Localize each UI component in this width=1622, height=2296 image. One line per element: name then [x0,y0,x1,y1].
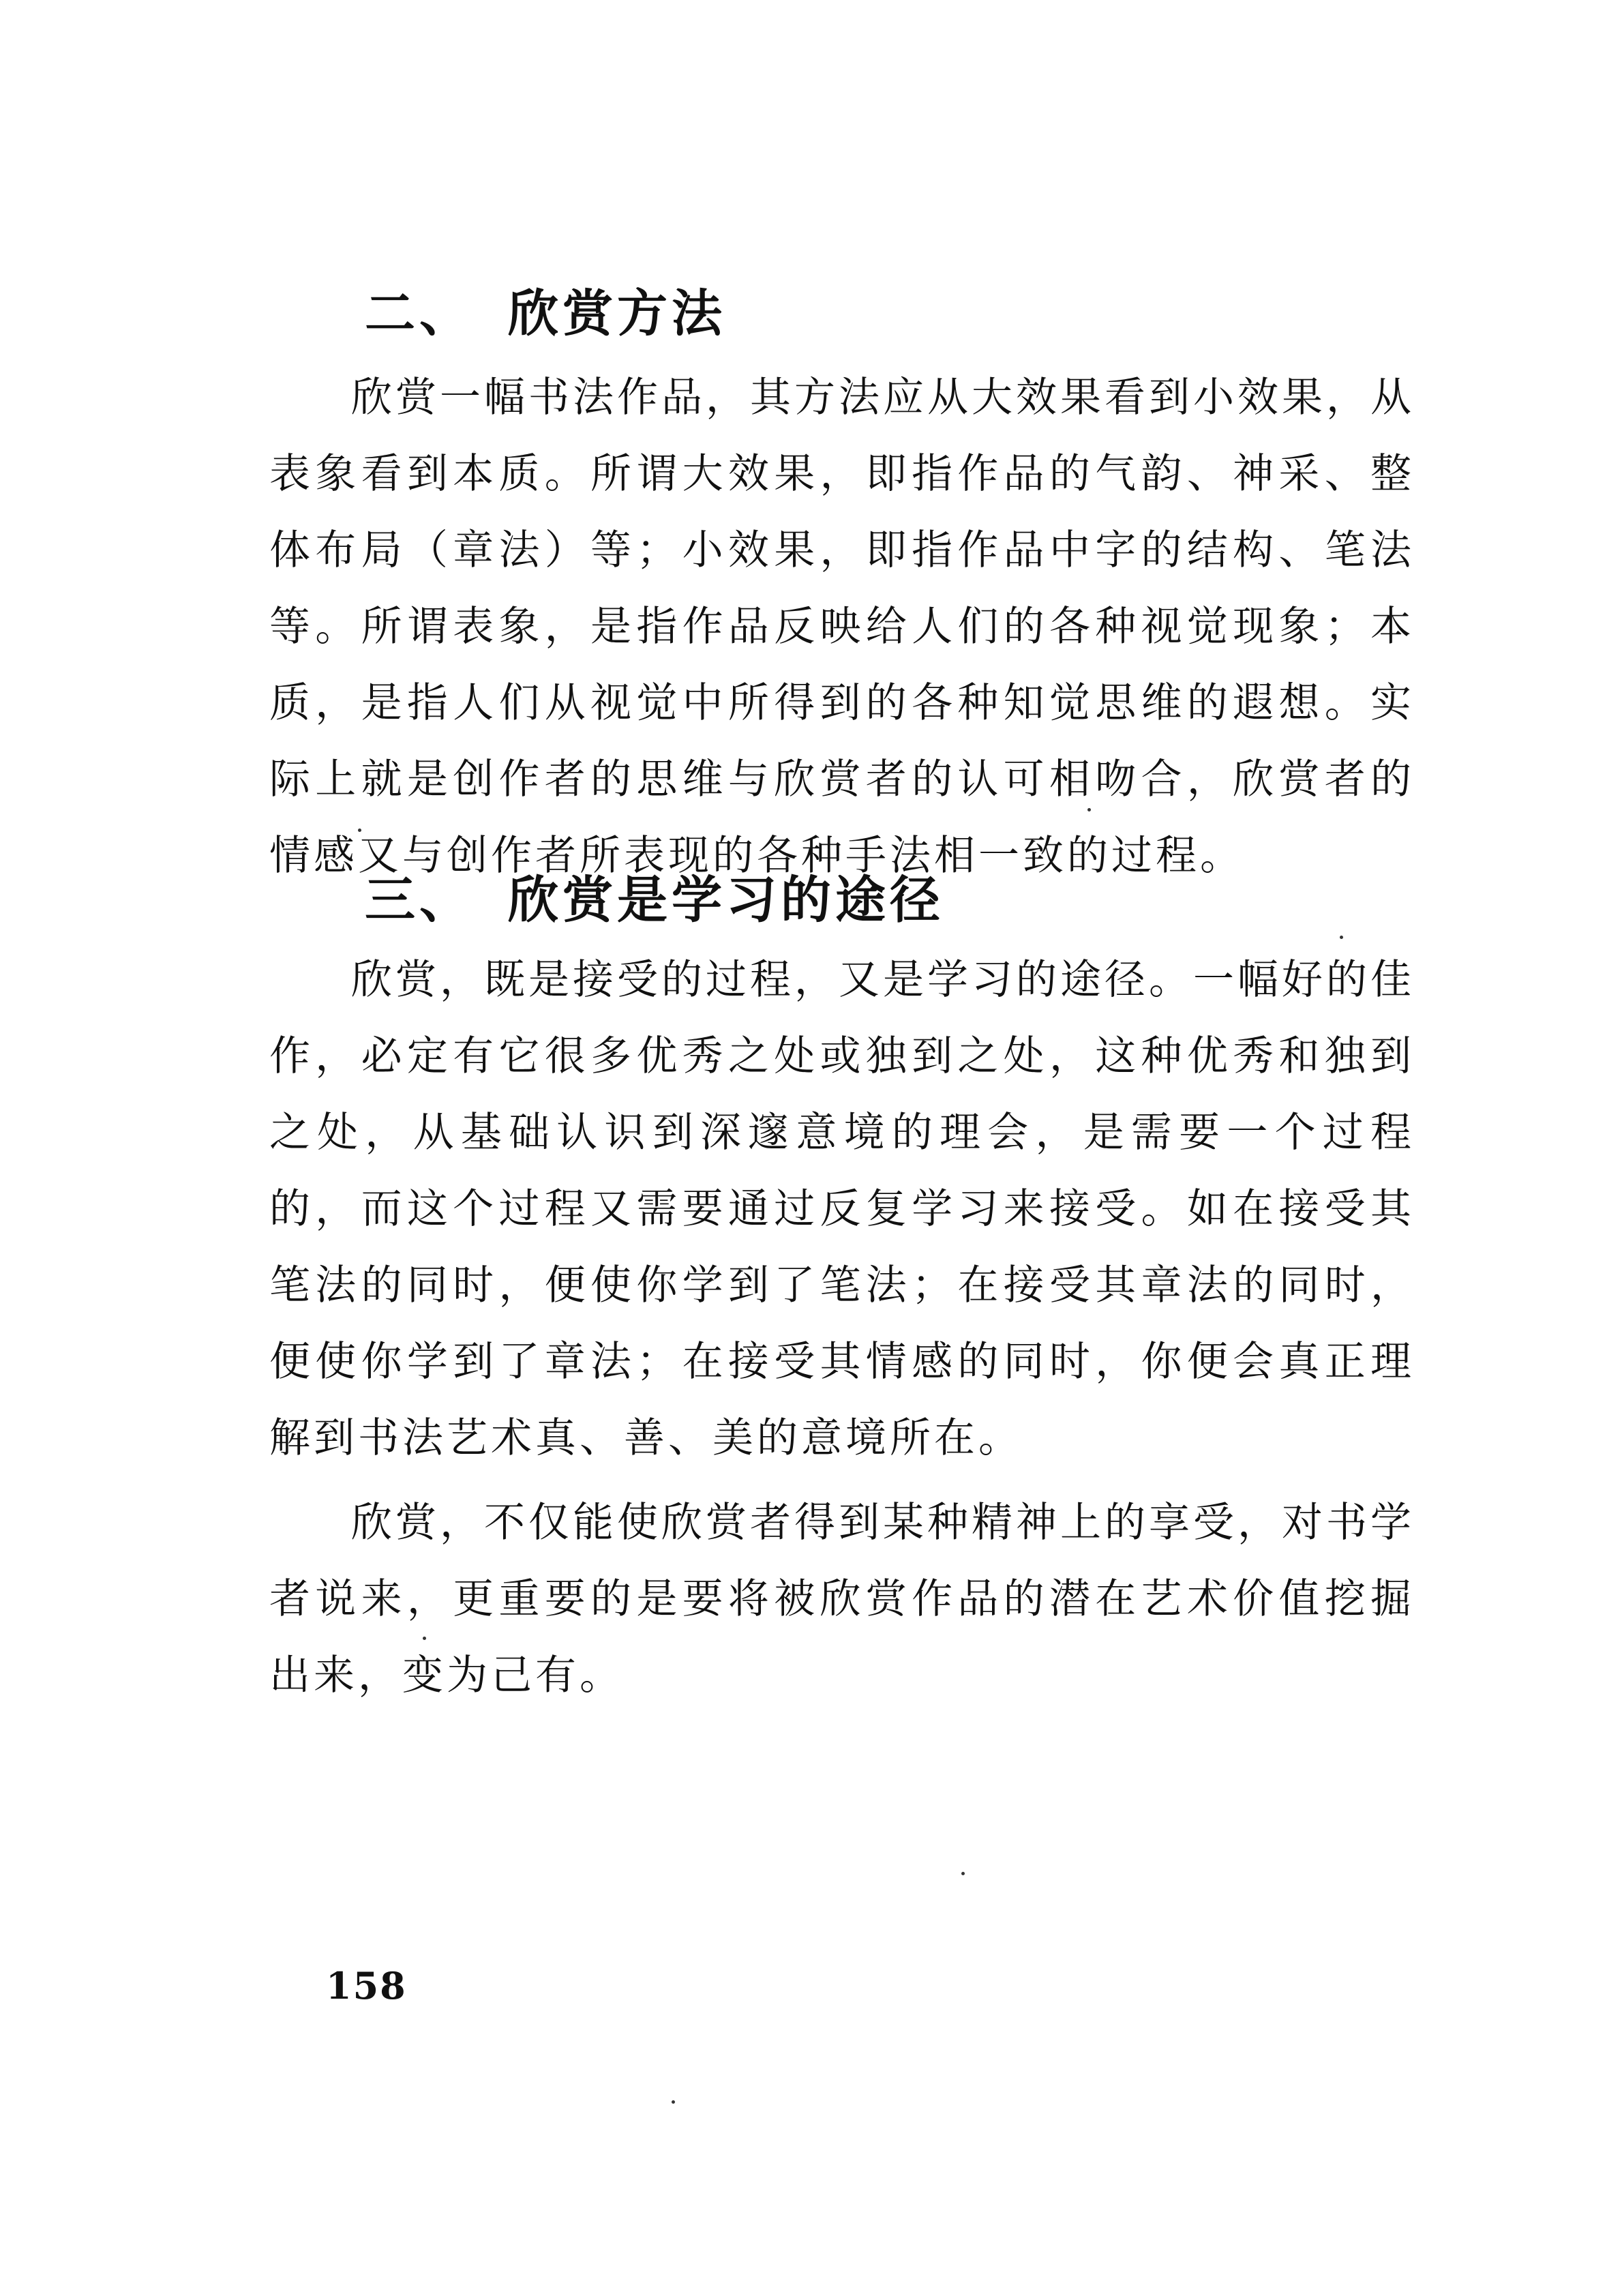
section-heading [269,283,1415,344]
section-title: 欣赏是学习的途径 [508,871,944,929]
scan-speck [358,829,361,832]
body-paragraph: 欣赏，不仅能使欣赏者得到某种精神上的享受，对书学者说来，更重要的是要将被欣赏作品的潜在艺术价值挖掘出来，变为己有。 [269,1499,1415,1699]
section-appreciation-as-learning [269,869,1415,1714]
section-number: 三、 [365,871,474,929]
body-paragraph: 欣赏，既是接受的过程，又是学习的途径。一幅好的佳作，必定有它很多优秀之处或独到之处，这种优秀和独到之处，从基础认识到深邃意境的理会，是需要一个过程的，而这个过程又需要通过反复学习来接受。如在接受其笔法的同时，便使你学到了笔法；在接受其章法的同时，便使你学到了章法；在接受其情感的同时，你便会真正理解到书法艺术真、善、美的意境所在。 [269,956,1415,1462]
section-heading [269,869,1415,931]
scan-speck [672,2100,675,2104]
scan-speck [1340,936,1343,939]
section-appreciation-methods [269,283,1415,894]
scan-speck [1087,808,1091,811]
page-number: 158 [326,1964,407,2008]
section-title: 欣赏方法 [508,284,726,343]
scan-speck [423,1637,426,1640]
body-paragraph: 欣赏一幅书法作品，其方法应从大效果看到小效果，从表象看到本质。所谓大效果，即指作品的气韵、神采、整体布局（章法）等；小效果，即指作品中字的结构、笔法等。所谓表象，是指作品反映给人们的各种视觉现象；本质，是指人们从视觉中所得到的各种知觉思维的遐想。实际上就是创作者的思维与欣赏者的认可相吻合，欣赏者的情感又与创作者所表现的各种手法相一致的过程。 [269,374,1415,880]
scan-speck [961,1872,965,1875]
section-number: 二、 [365,284,474,343]
